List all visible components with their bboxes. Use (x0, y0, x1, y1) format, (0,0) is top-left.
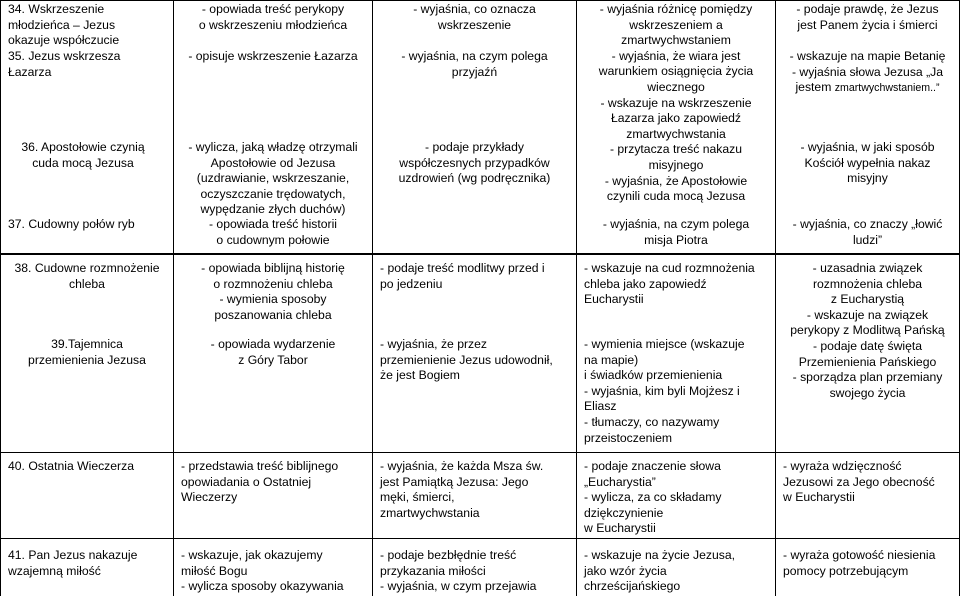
requirement-text: ludzi” (852, 232, 883, 247)
requirement-text: - podaje prawdę, że Jezus (796, 2, 939, 16)
content-cell (181, 459, 338, 506)
requirement-text: - wyjaśnia, że każda Msza św. (380, 459, 544, 473)
requirement-text: przeistoczeniem (584, 430, 673, 445)
attitude-cell (776, 217, 959, 248)
requirement-text: - wskazuje na związek (806, 307, 929, 322)
requirement-text: zmartwychwstaniem..” (834, 82, 940, 95)
requirement-text: - wylicza sposoby okazywania (181, 579, 344, 594)
requirement-text: - podaje znaczenie słowa (584, 459, 721, 473)
requirement-text: - wylicza, za co składamy (584, 490, 722, 505)
topic-text: 40. Ostatnia Wieczerza (8, 459, 134, 473)
requirement-text: zmartwychwstania (380, 505, 480, 520)
requirement-text: w Eucharystii (584, 521, 656, 536)
requirement-text: „Eucharystia” (584, 474, 656, 489)
requirement-text: że jest Bogiem (380, 368, 460, 383)
requirement-text: czynili cuda mocą Jezusa (606, 189, 746, 204)
requirement-text: zmartwychwstaniem (621, 33, 731, 48)
row-divider (0, 452, 960, 453)
topic-text: chleba (69, 276, 105, 291)
requirement-text: - wymienia sposoby (219, 292, 327, 307)
attitude-cell (776, 261, 959, 401)
topic-text: 38. Cudowne rozmnożenie (14, 261, 160, 275)
requirement-text: - podaje treść modlitwy przed i (380, 261, 545, 275)
requirement-text: (uzdrawianie, wskrzeszanie, (196, 171, 350, 186)
requirement-text: - przytacza treść nakazu (609, 142, 743, 157)
content-cell (174, 217, 372, 248)
requirement-text: - opisuje wskrzeszenie Łazarza (188, 49, 358, 63)
requirement-text: - wylicza, jaką władzę otrzymali (188, 140, 358, 154)
topic-cell (8, 548, 137, 579)
requirement-text: - wyjaśnia, że Apostołowie (604, 173, 748, 188)
requirement-text: - opowiada treść historii (208, 217, 338, 231)
requirement-text: - wyjaśnia, że przez (380, 337, 488, 351)
requirement-text: - tłumaczy, co nazywamy (584, 414, 720, 429)
topic-text: cuda mocą Jezusa (32, 155, 134, 170)
requirement-text: - opowiada wydarzenie (210, 337, 336, 351)
requirement-text: rozmnożenia chleba (812, 276, 923, 291)
topic-text: 39.Tajemnica (51, 337, 123, 351)
topic-text: 36. Apostołowie czynią (21, 140, 145, 154)
requirement-text: Apostołowie od Jezusa (210, 155, 336, 170)
requirement-text: - sporządza plan przemiany (792, 370, 943, 385)
requirement-text: - uzasadnia związek (812, 261, 923, 275)
content-cell (174, 261, 372, 323)
requirement-text: współczesnych przypadków (399, 155, 550, 170)
requirement-text: po jedzeniu (380, 276, 443, 291)
requirement-text: z Eucharystią (830, 292, 905, 307)
table-border-left (0, 0, 1, 596)
extended-cell (577, 217, 775, 248)
attitude-cell (776, 2, 959, 33)
requirement-text: swojego życia (829, 385, 906, 400)
requirement-text: - wyjaśnia, w jaki sposób (800, 140, 935, 154)
column-divider (372, 0, 373, 596)
content-cell (181, 548, 344, 595)
requirement-text: - wyraża gotowość niesienia (783, 548, 936, 562)
requirement-text: misja Piotra (644, 232, 708, 247)
requirement-text: - przedstawia treść biblijnego (181, 459, 339, 473)
attitude-cell (776, 49, 959, 97)
requirement-text: wskrzeszeniem a (629, 17, 723, 32)
requirement-text: o cudownym połowie (216, 232, 330, 247)
requirement-text: Przemienienia Pańskiego (798, 354, 937, 369)
requirement-text: - wyjaśnia, co oznacza (413, 2, 536, 16)
topic-cell (8, 217, 135, 233)
requirement-text: - wyjaśnia, na czym polega (401, 49, 548, 63)
requirement-text: - wskazuje na cud rozmnożenia (584, 261, 755, 275)
basic-cell (380, 459, 543, 521)
attitude-cell (783, 548, 935, 579)
requirement-text: wskrzeszenie (437, 17, 512, 32)
requirement-text: miłość Bogu (181, 563, 248, 578)
row-divider (0, 254, 960, 255)
topic-cell (2, 337, 172, 368)
topic-text: wzajemną miłość (8, 563, 101, 578)
basic-cell (373, 140, 576, 187)
requirement-text: w Eucharystii (783, 490, 855, 505)
requirement-text: - opowiada biblijną historię (201, 261, 345, 275)
requirement-text: - wyjaśnia słowa Jezusa „Ja (791, 64, 944, 79)
topic-cell (2, 261, 172, 292)
requirement-text: jest Panem życia i śmierci (797, 17, 938, 32)
attitude-cell (783, 459, 935, 506)
requirement-text: o rozmnożeniu chleba (213, 276, 333, 291)
topic-text: 37. Cudowny połów ryb (8, 217, 135, 231)
extended-cell (584, 261, 755, 308)
requirement-text: wypędzanie złych duchów) (200, 202, 346, 217)
requirement-text: - wyjaśnia różnicę pomiędzy (599, 2, 753, 16)
requirement-line (776, 80, 959, 97)
topic-text: 41. Pan Jezus nakazuje (8, 548, 138, 562)
topic-text: młodzieńca – Jezus (8, 17, 116, 32)
basic-cell (373, 2, 576, 33)
requirement-text: Eucharystii (584, 292, 644, 307)
topic-cell (8, 459, 134, 475)
requirement-text: opowiadania o Ostatniej (181, 474, 312, 489)
requirement-text: przykazania miłości (380, 563, 486, 578)
requirement-text: jestem (795, 80, 835, 95)
requirement-text: jako wzór życia (584, 563, 667, 578)
requirement-text: warunkiem osiągnięcia życia (598, 64, 754, 79)
topic-text: 34. Wskrzeszenie (8, 2, 105, 16)
requirement-text: poszanowania chleba (214, 307, 332, 322)
requirement-text: perykopy z Modlitwą Pańską (790, 323, 945, 338)
requirement-text: - wyjaśnia, kim byli Mojżesz i (584, 383, 740, 398)
topic-cell (8, 49, 120, 80)
extended-cell (584, 548, 735, 595)
requirement-text: Wieczerzy (181, 490, 238, 505)
requirement-text: uzdrowień (wg podręcznika) (398, 171, 551, 186)
requirement-text: na mapie) (584, 352, 639, 367)
content-cell (174, 2, 372, 33)
requirement-text: - podaje bezbłędnie treść (380, 548, 517, 562)
basic-cell (380, 337, 553, 384)
requirement-text: - wskazuje na życie Jezusa, (584, 548, 736, 562)
topic-text: okazuje współczucie (8, 33, 120, 48)
basic-cell (380, 261, 545, 292)
requirement-text: chrześcijańskiego (584, 579, 681, 594)
requirement-text: wiecznego (647, 79, 705, 94)
requirement-text: pomocy potrzebującym (783, 563, 909, 578)
requirement-text: - wskazuje na wskrzeszenie (600, 95, 752, 110)
topic-text: przemienienia Jezusa (28, 352, 146, 367)
requirement-text: - wskazuje, jak okazujemy (181, 548, 323, 562)
requirement-text: i świadków przemienienia (584, 368, 723, 383)
requirement-text: Łazarza jako zapowiedź (610, 111, 742, 126)
requirement-text: - podaje datę święta (812, 338, 923, 353)
basic-cell (380, 548, 536, 595)
requirement-text: - opowiada treść perykopy (201, 2, 345, 16)
requirement-text: - wyjaśnia, że wiara jest (611, 48, 741, 63)
requirement-text: jest Pamiątką Jezusa: Jego (380, 474, 529, 489)
attitude-cell (776, 140, 959, 187)
requirement-text: Jezusowi za Jego obecność (783, 474, 935, 489)
table-border-top (0, 0, 960, 1)
content-cell (174, 140, 372, 218)
requirement-text: misyjny (847, 171, 888, 186)
requirement-text: chleba jako zapowiedź (584, 276, 707, 291)
extended-cell (584, 337, 745, 446)
extended-cell (577, 2, 775, 205)
requirement-text: - wyjaśnia, na czym polega (602, 217, 750, 231)
basic-cell (373, 49, 576, 80)
requirement-text: Kościół wypełnia nakaz (804, 155, 931, 170)
requirement-text: o wskrzeszeniu młodzieńca (198, 17, 348, 32)
requirement-text: dziękczynienie (584, 505, 664, 520)
requirement-text: - wyjaśnia, w czym przejawia (380, 579, 537, 594)
requirement-text: zmartwychwstania (626, 126, 726, 141)
requirement-text: Eliasz (584, 399, 617, 414)
requirement-text: oczyszczanie trędowatych, (200, 186, 346, 201)
topic-cell (8, 140, 158, 171)
requirement-text: misyjnego (648, 157, 704, 172)
requirement-text: przemienienie Jezus udowodnił, (380, 352, 553, 367)
requirement-text: - wyraża wdzięczność (783, 459, 902, 473)
requirement-text: z Góry Tabor (238, 352, 308, 367)
content-cell (174, 337, 372, 368)
topic-text: 35. Jezus wskrzesza (8, 49, 121, 63)
content-cell (174, 49, 372, 65)
row-divider (0, 538, 960, 539)
topic-cell (8, 2, 119, 49)
requirement-text: męki, śmierci, (380, 490, 455, 505)
requirement-text: - wyjaśnia, co znaczy „łowić (792, 217, 943, 231)
topic-text: Łazarza (8, 64, 52, 79)
requirement-text: przyjaźń (451, 64, 498, 79)
requirement-text: - wymienia miejsce (wskazuje (584, 337, 745, 351)
requirement-text: - podaje przykłady (425, 140, 524, 154)
requirement-text: - wskazuje na mapie Betanię (789, 49, 946, 63)
extended-cell (584, 459, 721, 537)
